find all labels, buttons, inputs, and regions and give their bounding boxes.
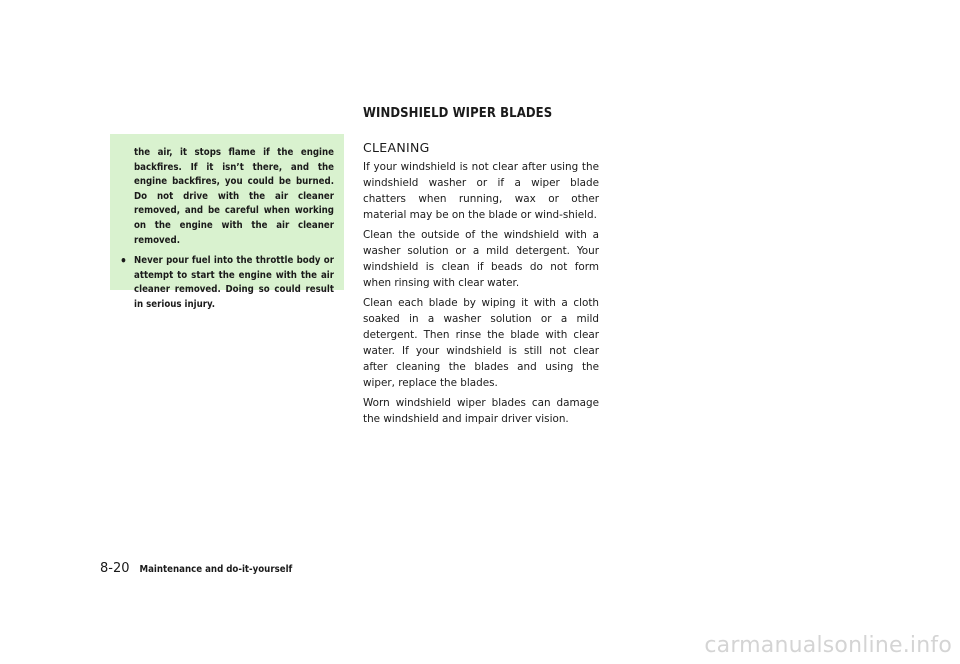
cleaning-subheading: CLEANING <box>363 140 430 155</box>
warning-bullet-text: Never pour fuel into the throttle body or attempt to start the engine with the air cleaner removed. Doing so could result in serious injury. <box>134 255 334 310</box>
body-paragraph-3: Clean each blade by wiping it with a cloth soaked in a washer solution or a mild detergent. Then rinse the blade with clear water. If your windshield is still not clear after cleaning the blades and using the wiper, replace the blades. <box>363 297 599 389</box>
body-paragraph-2: Clean the outside of the windshield with a washer solution or a mild detergent. Your windshield is clean if beads do not form when rinsing with clear water. <box>363 229 599 289</box>
section-title: WINDSHIELD WIPER BLADES <box>363 106 553 121</box>
warning-bullet-item <box>120 254 334 312</box>
watermark-text: carmanualsonline.info <box>704 633 952 658</box>
warning-paragraph: the air, it stops flame if the engine backfires. If it isn’t there, and the engine backfires, you could be burned. Do not drive with the air cleaner removed, and be careful when working on the engine with the air cleaner removed. <box>134 147 334 246</box>
warning-box <box>110 134 344 310</box>
chapter-title: Maintenance and do-it-yourself <box>139 564 293 575</box>
body-paragraph-4: Worn windshield wiper blades can damage the windshield and impair driver vision. <box>363 397 599 425</box>
bullet-icon: • <box>120 254 127 269</box>
body-paragraph-1: If your windshield is not clear after using the windshield washer or if a wiper blade chatters when running, wax or other material may be on the blade or wind-shield. <box>363 161 599 221</box>
page-number: 8-20 <box>100 561 130 576</box>
cleaning-section <box>363 140 599 431</box>
page-footer <box>100 561 292 576</box>
